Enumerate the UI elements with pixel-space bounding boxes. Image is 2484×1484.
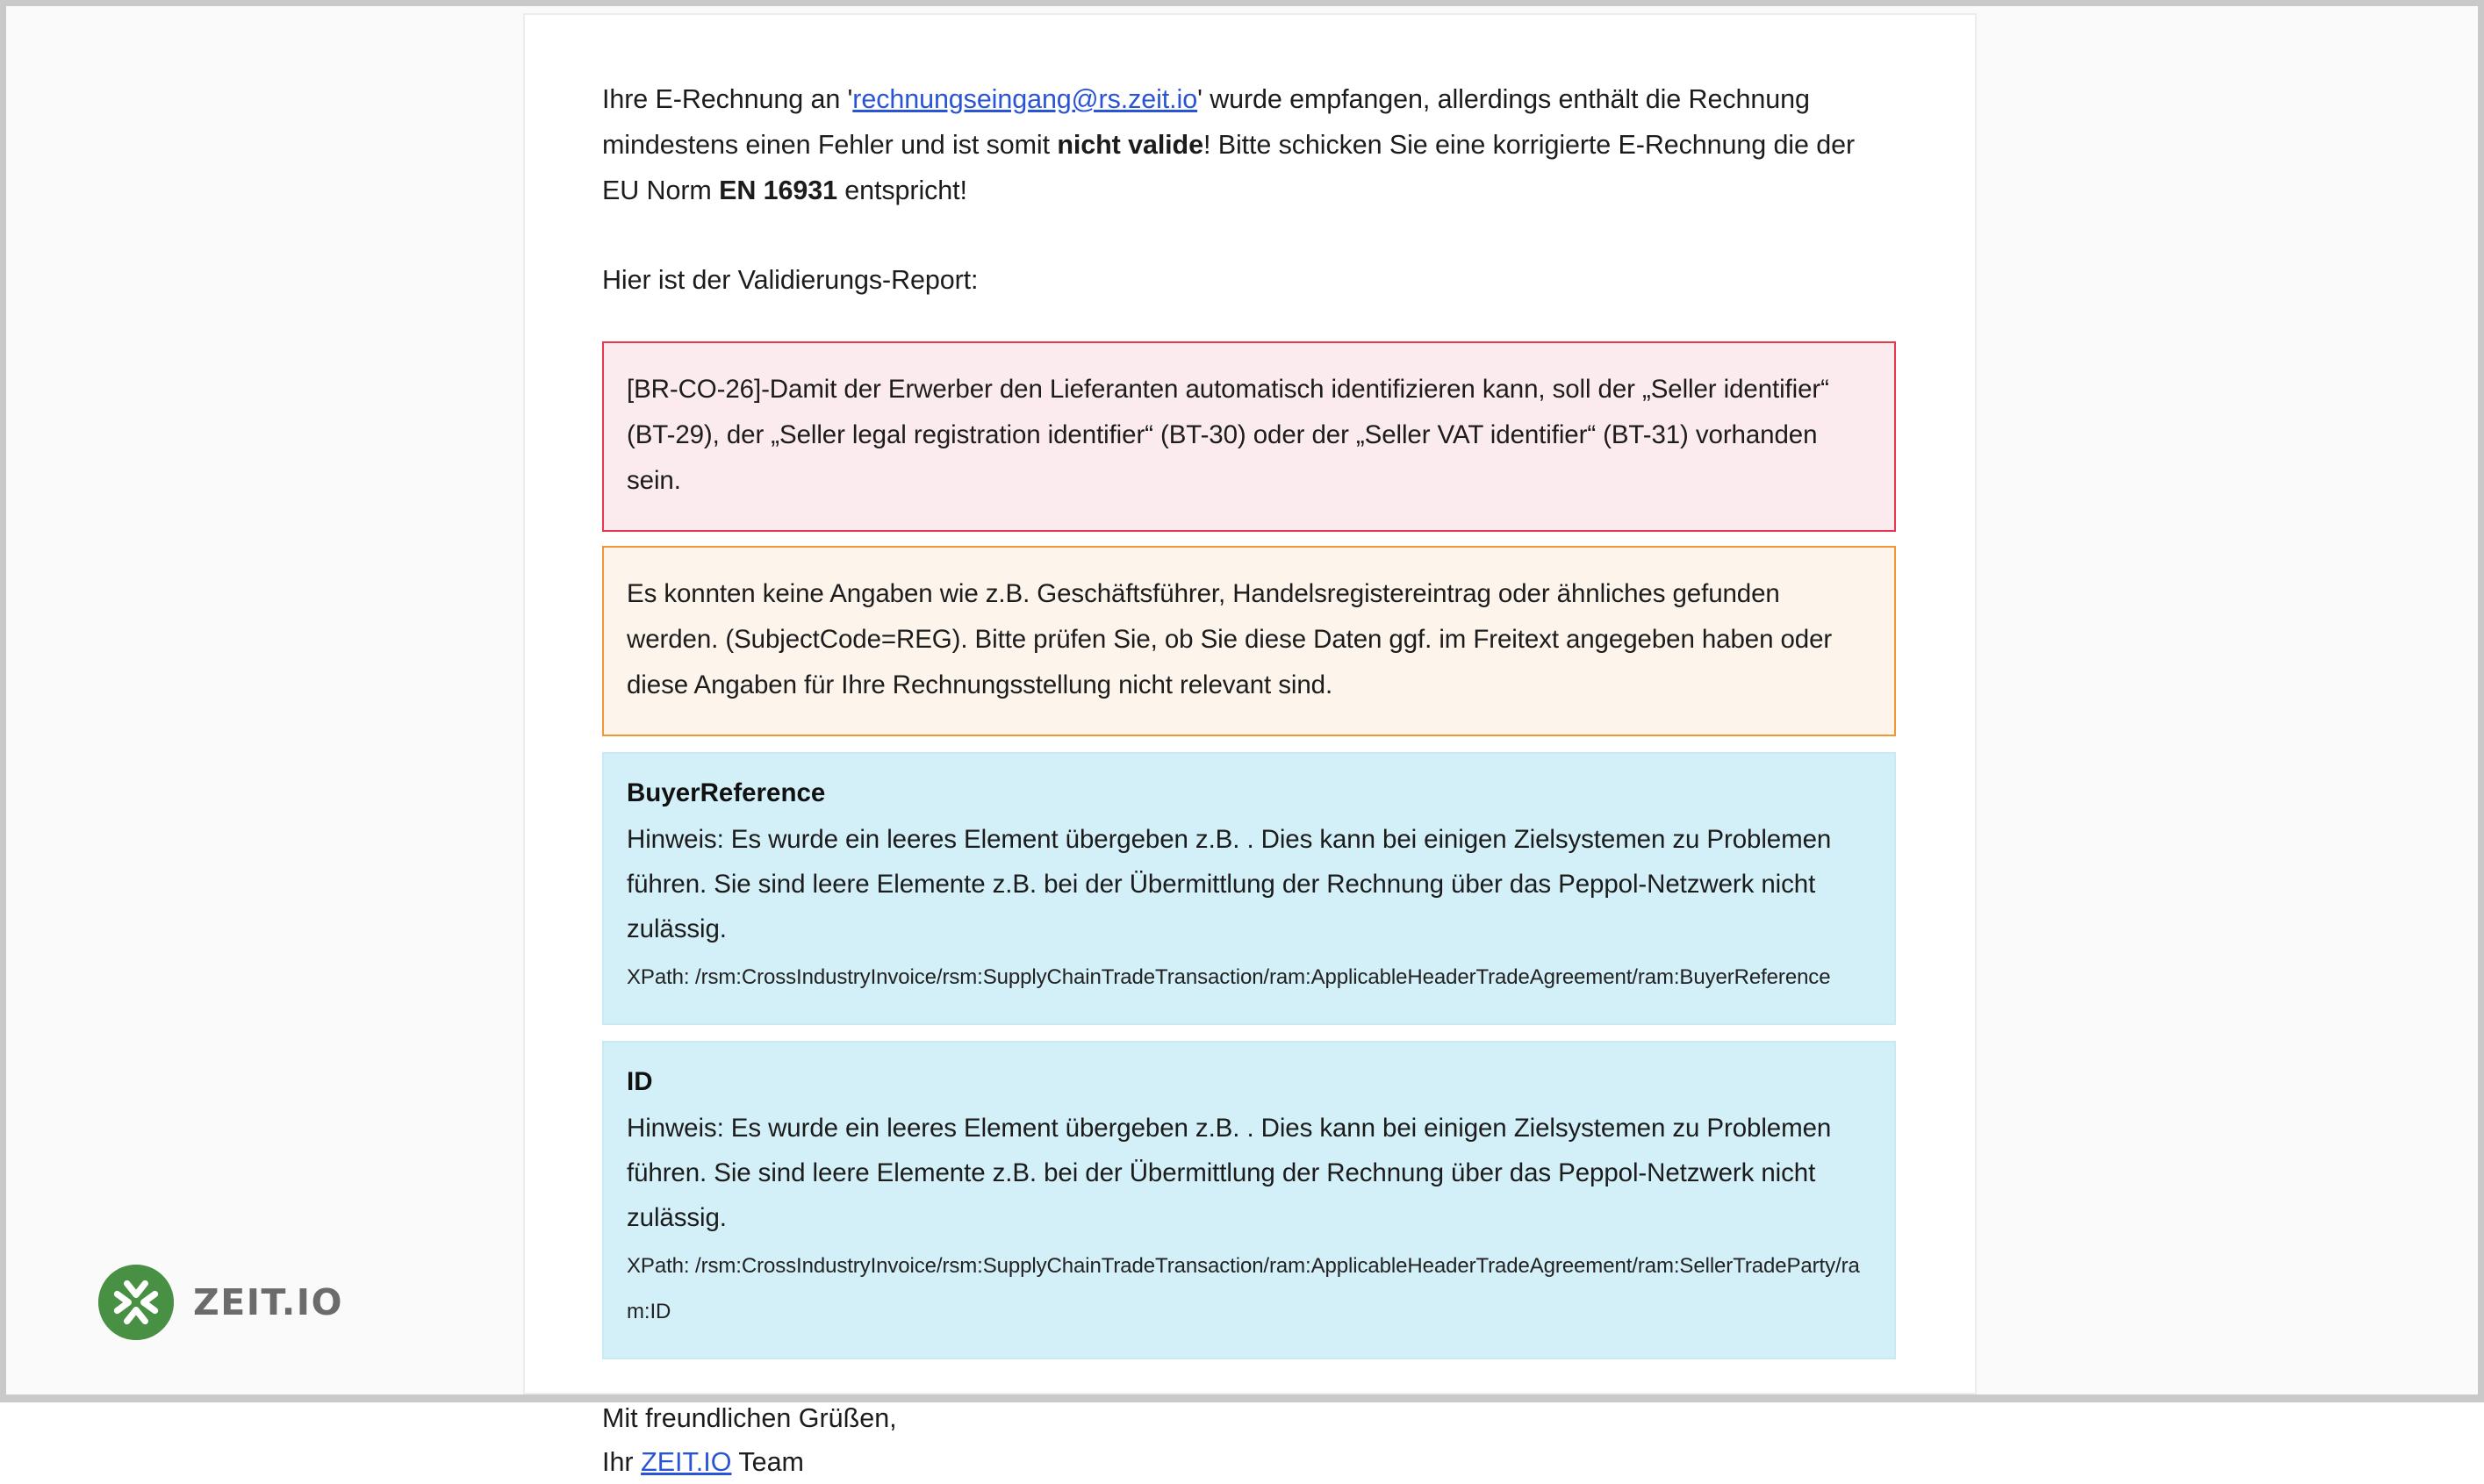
zeit-asterisk-icon [98,1265,174,1340]
validation-alert-warning [602,546,1896,736]
zeit-io-link[interactable]: ZEIT.IO [641,1447,732,1477]
alert-error-text: [BR-CO-26]-Damit der Erwerber den Lieferanten automatisch identifizieren kann, soll der „Seller identifier“ (BT-29), der „Seller legal registration identifier“ (BT-30) oder der „Seller VAT identifier“ (BT-31) vorhanden sein. [627,375,1829,495]
intro-after-link: ' wurde empfangen, allerdings enthält die Rechnung mindestens einen Fehler und ist somit [602,84,1810,160]
intro-tail: entspricht! [836,176,967,205]
intro-paragraph [602,76,1896,213]
alert-info-title: ID [627,1067,653,1096]
alert-info-title: BuyerReference [627,778,826,807]
signature-line-2 [602,1440,1896,1484]
alert-info-text: Hinweis: Es wurde ein leeres Element übergeben z.B. . Dies kann bei einigen Zielsystemen zu Problemen führen. Sie sind leere Elemente z.B. bei der Übermittlung der Rechnung über das Peppol-Netzwerk nicht zulässig. [627,825,1832,943]
signature-prefix: Ihr [602,1447,642,1477]
signature-suffix: Team [731,1447,804,1477]
intro-before-link: Ihre E-Rechnung an ' [602,84,853,114]
report-heading: Hier ist der Validierungs-Report: [602,265,979,295]
alert-info-text: Hinweis: Es wurde ein leeres Element übergeben z.B. . Dies kann bei einigen Zielsystemen zu Problemen führen. Sie sind leere Elemente z.B. bei der Übermittlung der Rechnung über das Peppol-Netzwerk nicht zulässig. [627,1114,1832,1232]
intro-middle: ! Bitte schicken Sie eine korrigierte E-Rechnung die der EU Norm [602,130,1856,205]
alert-info-xpath: XPath: /rsm:CrossIndustryInvoice/rsm:SupplyChainTradeTransaction/ram:ApplicableHeaderTradeAgreement/ram:BuyerReference [627,965,1831,989]
validation-alert-info-id [602,1041,1896,1359]
validation-alert-info-buyerreference [602,752,1896,1025]
intro-bold-norm: EN 16931 [719,176,837,205]
signature-line-1: Mit freundlichen Grüßen, [602,1403,897,1433]
email-content-card [523,13,1977,1477]
recipient-email-link[interactable]: rechnungseingang@rs.zeit.io [852,84,1198,114]
intro-bold-nicht-valide: nicht valide [1057,130,1203,160]
email-body [525,15,1975,1484]
alert-warning-text: Es konnten keine Angaben wie z.B. Geschäftsführer, Handelsregistereintrag oder ähnliches gefunden werden. (SubjectCode=REG). Bitte prüfen Sie, ob Sie diese Daten ggf. im Freitext angegeben haben oder diese Angaben für Ihre Rechnungsstellung nicht relevant sind. [627,579,1833,699]
zeit-io-wordmark: ZEIT.IO [193,1281,343,1323]
alert-info-xpath: XPath: /rsm:CrossIndustryInvoice/rsm:SupplyChainTradeTransaction/ram:ApplicableHeaderTradeAgreement/ram:SellerTradeParty/ram:ID [627,1254,1860,1323]
validation-alert-error [602,341,1896,532]
email-signature [602,1396,1896,1484]
zeit-io-logo[interactable] [98,1265,343,1340]
